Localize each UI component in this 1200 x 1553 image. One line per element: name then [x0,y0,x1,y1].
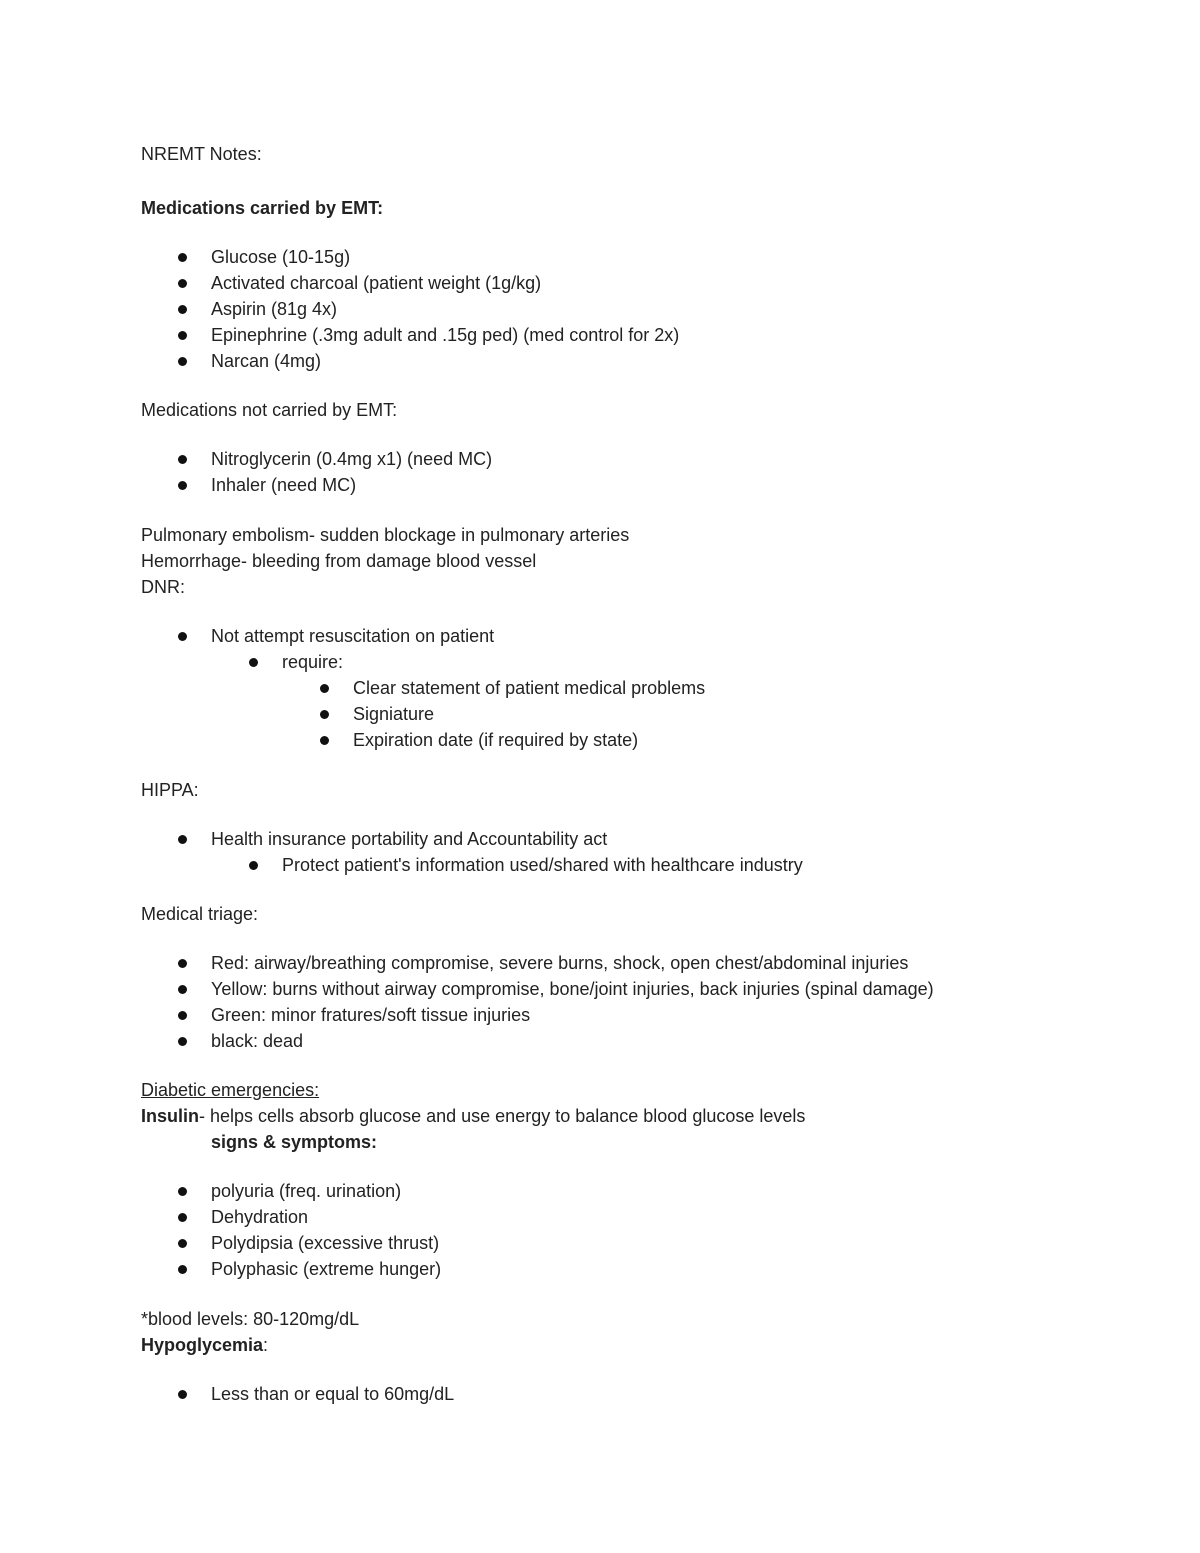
bullet-icon [178,959,187,968]
list-item: Dehydration [211,1207,309,1227]
bullet-icon [178,1213,187,1222]
bullet-icon [178,305,187,314]
hypoglycemia-term: Hypoglycemia [141,1335,264,1355]
bullet-icon [178,1239,187,1248]
list-item: Green: minor fratures/soft tissue injuries [211,1005,531,1025]
bullet-icon [320,736,329,745]
triage-heading: Medical triage: [141,904,259,924]
bullet-icon [178,455,187,464]
list-item: Signiature [353,704,435,724]
list-item: Activated charcoal (patient weight (1g/kg) [211,273,542,293]
insulin-definition-text: - helps cells absorb glucose and use energy to balance blood glucose levels [199,1106,806,1126]
list-item: Health insurance portability and Accountability act [211,829,608,849]
bullet-icon [178,835,187,844]
list-item: Nitroglycerin (0.4mg x1) (need MC) [211,449,493,469]
meds-carried-heading: Medications carried by EMT: [141,198,384,218]
list-item: Red: airway/breathing compromise, severe burns, shock, open chest/abdominal injuries [211,953,909,973]
diabetic-heading: Diabetic emergencies: [141,1080,320,1100]
bullet-icon [178,632,187,641]
list-item: Clear statement of patient medical problems [353,678,706,698]
bullet-icon [178,1390,187,1399]
bullet-icon [178,985,187,994]
bullet-icon [178,253,187,262]
insulin-term: Insulin [141,1106,199,1126]
list-item: Aspirin (81g 4x) [211,299,338,319]
bullet-icon [178,357,187,366]
list-item: Not attempt resuscitation on patient [211,626,495,646]
list-item: Narcan (4mg) [211,351,322,371]
bullet-icon [178,279,187,288]
bullet-icon [178,1037,187,1046]
bullet-icon [178,1265,187,1274]
hemorrhage-definition: Hemorrhage- bleeding from damage blood vessel [141,551,537,571]
list-item: Polyphasic (extreme hunger) [211,1259,442,1279]
bullet-icon [320,684,329,693]
meds-not-carried-heading: Medications not carried by EMT: [141,400,398,420]
list-item: Inhaler (need MC) [211,475,357,495]
insulin-definition [141,1103,805,1129]
hippa-heading: HIPPA: [141,780,199,800]
bullet-icon [249,861,258,870]
list-item: black: dead [211,1031,304,1051]
blood-levels-note: *blood levels: 80-120mg/dL [141,1309,360,1329]
dnr-heading: DNR: [141,577,185,597]
bullet-icon [178,1187,187,1196]
hypoglycemia-heading [141,1332,268,1358]
page-title: NREMT Notes: [141,144,262,164]
hypoglycemia-colon: : [263,1335,269,1355]
signs-heading: signs & symptoms: [211,1132,378,1152]
list-item: Protect patient's information used/shared with healthcare industry [282,855,803,875]
list-item: polyuria (freq. urination) [211,1181,402,1201]
list-item: Yellow: burns without airway compromise, bone/joint injuries, back injuries (spinal damage) [211,979,934,999]
pe-definition: Pulmonary embolism- sudden blockage in pulmonary arteries [141,525,630,545]
list-item: Expiration date (if required by state) [353,730,639,750]
list-item: require: [282,652,344,672]
bullet-icon [178,1011,187,1020]
list-item: Less than or equal to 60mg/dL [211,1384,455,1404]
bullet-icon [249,658,258,667]
list-item: Polydipsia (excessive thrust) [211,1233,440,1253]
bullet-icon [178,481,187,490]
list-item: Epinephrine (.3mg adult and .15g ped) (med control for 2x) [211,325,680,345]
bullet-icon [178,331,187,340]
list-item: Glucose (10-15g) [211,247,351,267]
bullet-icon [320,710,329,719]
